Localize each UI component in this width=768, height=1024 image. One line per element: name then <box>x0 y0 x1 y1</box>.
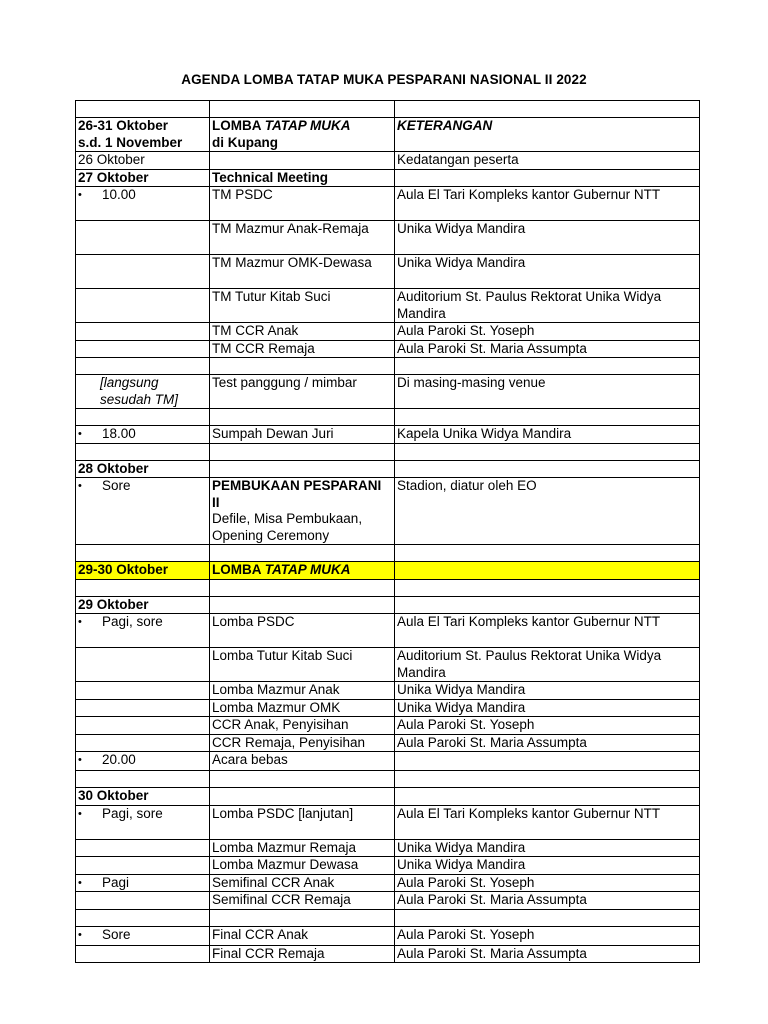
document-title: AGENDA LOMBA TATAP MUKA PESPARANI NASIONAL II 2022 <box>181 72 587 87</box>
time-label: Pagi, sore <box>102 614 163 629</box>
time-cell <box>76 926 210 945</box>
header-event-italic: TATAP MUKA <box>264 118 351 133</box>
bullet-icon: • <box>78 928 82 941</box>
time-label: 18.00 <box>102 426 136 441</box>
place-cell: Unika Widya Mandira <box>395 255 700 289</box>
highlight-row <box>76 562 700 580</box>
date-cell: 28 Oktober <box>76 460 210 478</box>
place-cell: Unika Widya Mandira <box>395 221 700 255</box>
event-cell: Lomba Mazmur Dewasa <box>210 857 395 875</box>
time-cell <box>76 614 210 648</box>
time-cell <box>76 805 210 839</box>
event-cell: Acara bebas <box>210 752 395 771</box>
table-row-empty <box>76 101 700 118</box>
event-cell: Lomba Mazmur OMK <box>210 699 395 717</box>
day-header-row <box>76 460 700 478</box>
place-cell: Aula Paroki St. Yoseph <box>395 874 700 892</box>
timing-note: [langsung sesudah TM] <box>100 375 179 407</box>
place-cell: Unika Widya Mandira <box>395 682 700 700</box>
place-cell: Aula Paroki St. Maria Assumpta <box>395 945 700 963</box>
event-cell: TM Mazmur OMK-Dewasa <box>210 255 395 289</box>
table-row <box>76 699 700 717</box>
table-row-empty <box>76 443 700 460</box>
table-row <box>76 426 700 444</box>
event-cell: Final CCR Remaja <box>210 945 395 963</box>
place-cell: Aula Paroki St. Maria Assumpta <box>395 340 700 358</box>
event-cell: TM CCR Remaja <box>210 340 395 358</box>
place-cell: Kapela Unika Widya Mandira <box>395 426 700 444</box>
date-cell: 30 Oktober <box>76 788 210 806</box>
section-title <box>210 562 395 580</box>
place-cell: Di masing-masing venue <box>395 375 700 409</box>
place-cell: Aula Paroki St. Maria Assumpta <box>395 734 700 752</box>
table-row-empty <box>76 409 700 426</box>
bullet-icon: • <box>78 807 82 820</box>
header-date-cell <box>76 118 210 152</box>
event-cell: CCR Anak, Penyisihan <box>210 717 395 735</box>
table-row <box>76 187 700 221</box>
bullet-icon: • <box>78 480 82 492</box>
table-row <box>76 375 700 409</box>
day-header-row <box>76 169 700 187</box>
header-event-prefix: LOMBA <box>212 118 265 133</box>
bullet-icon: • <box>78 189 82 201</box>
table-row <box>76 255 700 289</box>
table-row <box>76 945 700 963</box>
time-cell <box>76 752 210 771</box>
table-row-empty <box>76 579 700 596</box>
bullet-icon: • <box>78 616 82 628</box>
time-label: Pagi <box>102 874 130 890</box>
table-row-empty <box>76 545 700 562</box>
event-cell: Lomba PSDC [lanjutan] <box>210 805 395 839</box>
time-cell <box>76 187 210 221</box>
event-cell: Semifinal CCR Anak <box>210 874 395 892</box>
table-row <box>76 221 700 255</box>
table-row <box>76 717 700 735</box>
table-row-empty <box>76 358 700 375</box>
table-row <box>76 323 700 341</box>
section-italic: TATAP MUKA <box>264 562 351 577</box>
event-cell: TM CCR Anak <box>210 323 395 341</box>
date-cell: 29-30 Oktober <box>76 562 210 580</box>
event-cell: Sumpah Dewan Juri <box>210 426 395 444</box>
header-date-line1: 26-31 Oktober <box>78 118 169 133</box>
table-row-empty <box>76 909 700 926</box>
table-row <box>76 892 700 910</box>
place-cell: Kedatangan peserta <box>395 152 700 170</box>
header-notes-cell: KETERANGAN <box>395 118 700 152</box>
place-cell: Stadion, diatur oleh EO <box>395 478 700 545</box>
note-cell <box>76 375 210 409</box>
table-row <box>76 682 700 700</box>
time-label: 10.00 <box>102 187 136 202</box>
event-cell: Lomba PSDC <box>210 614 395 648</box>
date-cell: 29 Oktober <box>76 596 210 614</box>
event-cell: TM Tutur Kitab Suci <box>210 289 395 323</box>
table-row-empty <box>76 771 700 788</box>
place-cell: Aula El Tari Kompleks kantor Gubernur NTT <box>395 614 700 648</box>
event-cell: Lomba Mazmur Anak <box>210 682 395 700</box>
place-cell: Unika Widya Mandira <box>395 839 700 857</box>
table-row <box>76 478 700 545</box>
time-cell <box>76 874 210 892</box>
table-row <box>76 857 700 875</box>
event-cell: Lomba Tutur Kitab Suci <box>210 648 395 682</box>
table-row <box>76 648 700 682</box>
section-prefix: LOMBA <box>212 562 265 577</box>
event-cell: TM Mazmur Anak-Remaja <box>210 221 395 255</box>
header-date-line2: s.d. 1 November <box>78 134 183 150</box>
place-cell: Aula El Tari Kompleks kantor Gubernur NTT <box>395 187 700 221</box>
time-cell <box>76 426 210 444</box>
table-row <box>76 340 700 358</box>
date-cell: 27 Oktober <box>76 169 210 187</box>
header-event-cell <box>210 118 395 152</box>
bullet-icon: • <box>78 876 82 889</box>
table-row <box>76 839 700 857</box>
place-cell: Aula Paroki St. Maria Assumpta <box>395 892 700 910</box>
place-cell: Aula Paroki St. Yoseph <box>395 323 700 341</box>
event-cell: Semifinal CCR Remaja <box>210 892 395 910</box>
event-cell: Test panggung / mimbar <box>210 375 395 409</box>
opening-detail: Defile, Misa Pembukaan, Opening Ceremony <box>212 511 363 543</box>
place-cell: Aula Paroki St. Yoseph <box>395 717 700 735</box>
event-cell: TM PSDC <box>210 187 395 221</box>
place-cell: Unika Widya Mandira <box>395 699 700 717</box>
bullet-icon: • <box>78 428 82 440</box>
place-cell: Unika Widya Mandira <box>395 857 700 875</box>
table-row <box>76 874 700 892</box>
table-row <box>76 614 700 648</box>
place-cell: Aula El Tari Kompleks kantor Gubernur NTT <box>395 805 700 839</box>
table-row <box>76 289 700 323</box>
day-header-row <box>76 788 700 806</box>
table-row <box>76 926 700 945</box>
table-row <box>76 734 700 752</box>
day-header-row <box>76 596 700 614</box>
place-cell: Auditorium St. Paulus Rektorat Unika Widya Mandira <box>395 289 700 323</box>
event-cell: CCR Remaja, Penyisihan <box>210 734 395 752</box>
time-label: Pagi, sore <box>102 805 163 821</box>
table-row <box>76 752 700 771</box>
event-cell: Lomba Mazmur Remaja <box>210 839 395 857</box>
opening-title: PEMBUKAAN PESPARANI II <box>212 478 382 510</box>
time-cell <box>76 478 210 545</box>
agenda-table <box>75 100 700 963</box>
time-label: Sore <box>102 926 131 942</box>
section-title: Technical Meeting <box>210 169 395 187</box>
event-cell: Final CCR Anak <box>210 926 395 945</box>
event-cell <box>210 478 395 545</box>
table-row <box>76 805 700 839</box>
place-cell: Aula Paroki St. Yoseph <box>395 926 700 945</box>
place-cell: Auditorium St. Paulus Rektorat Unika Widya Mandira <box>395 648 700 682</box>
header-event-line2: di Kupang <box>212 134 278 150</box>
date-cell: 26 Oktober <box>76 152 210 170</box>
table-header-row <box>76 118 700 152</box>
table-row <box>76 152 700 170</box>
time-label: Sore <box>102 478 131 493</box>
time-label: 20.00 <box>102 752 136 767</box>
bullet-icon: • <box>78 754 82 766</box>
